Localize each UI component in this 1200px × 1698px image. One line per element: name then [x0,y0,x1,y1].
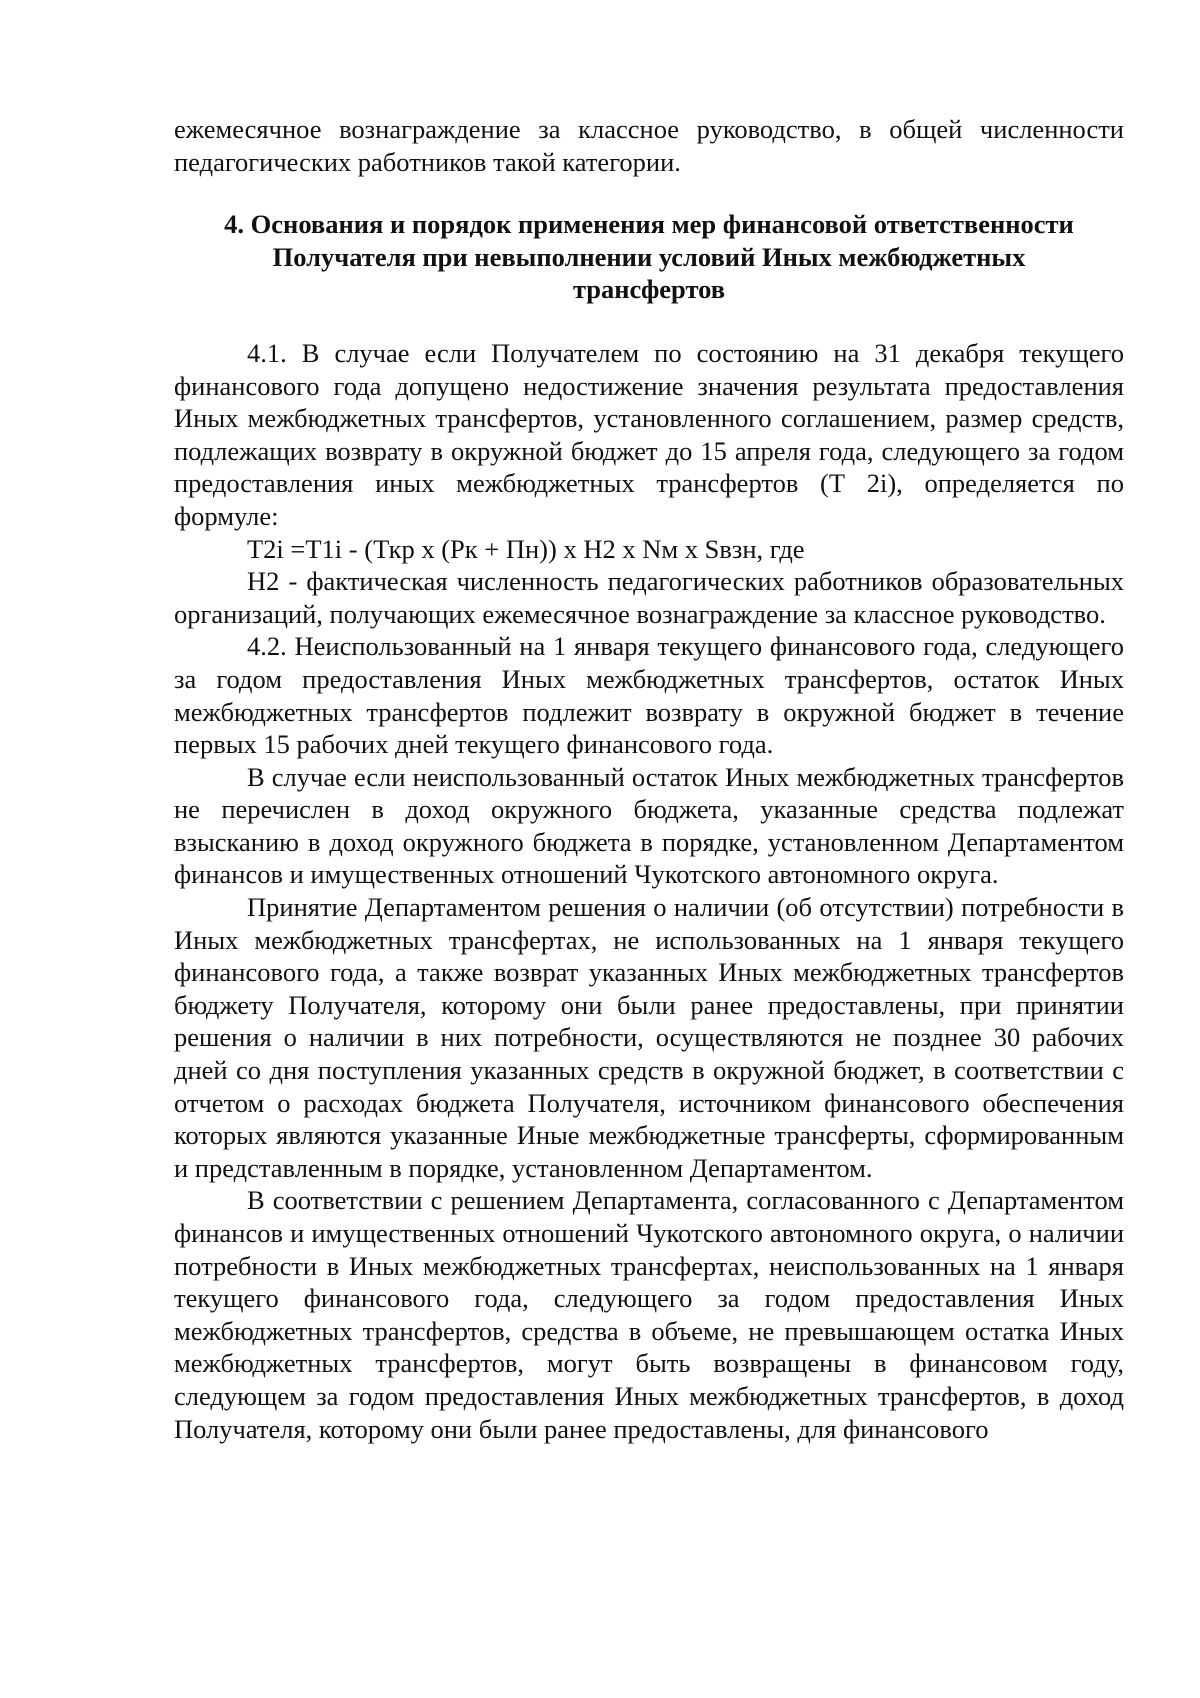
paragraph-return-funds: В соответствии с решением Департамента, согласованного с Департаментом финансов и имущественных отношений Чукотского автономного округа, о наличии потребности в Иных межбюджетных трансфертах, неиспользованных на 1 января текущего финансового года, следующего за годом предоставления Иных межбюджетных трансфертов, средства в объеме, не превышающем остатка Иных межбюджетных трансфертов, могут быть возвращены в финансовом году, следующем за годом предоставления Иных межбюджетных трансфертов, в доход Получателя, которому они были ранее предоставлены, для финансового [174,1185,1124,1444]
paragraph-4-2: 4.2. Неиспользованный на 1 января текущего финансового года, следующего за годом предоставления Иных межбюджетных трансфертов, остаток Иных межбюджетных трансфертов подлежит возврату в окружной бюджет в течение первых 15 рабочих дней текущего финансового года. [174,631,1124,760]
paragraph-recovery: В случае если неиспользованный остаток Иных межбюджетных трансфертов не перечислен в доход окружного бюджета, указанные средства подлежат взысканию в доход окружного бюджета в порядке, установленном Департаментом финансов и имущественных отношений Чукотского автономного округа. [174,761,1124,890]
formula-line: Т2i =Т1i - (Ткр х (Рк + Пн)) х Н2 х Nм х Sвзн, где [247,533,805,564]
document-page [174,113,1124,1445]
intro-paragraph: ежемесячное вознаграждение за классное руководство, в общей численности педагогических работников такой категории. [174,114,1124,177]
paragraph-4-1: 4.1. В случае если Получателем по состоянию на 31 декабря текущего финансового года допущено недостижение значения результата предоставления Иных межбюджетных трансфертов, установленного соглашением, размер средств, подлежащих возврату в окружной бюджет до 15 апреля года, следующего за годом предоставления иных межбюджетных трансфертов (Т 2i), определяется по формуле: [174,337,1124,531]
paragraph-h2-definition: Н2 - фактическая численность педагогических работников образовательных организаций, получающих ежемесячное вознаграждение за классное руководство. [174,566,1124,629]
section-heading: 4. Основания и порядок применения мер финансовой ответственности Получателя при невыполнении условий Иных межбюджетных трансфертов [224,209,1074,305]
paragraph-department-decision: Принятие Департаментом решения о наличии (об отсутствии) потребности в Иных межбюджетных трансфертах, не использованных на 1 января текущего финансового года, а также возврат указанных Иных межбюджетных трансфертов бюджету Получателя, которому они были ранее предоставлены, при принятии решения о наличии в них потребности, осуществляются не позднее 30 рабочих дней со дня поступления указанных средств в окружной бюджет, в соответствии с отчетом о расходах бюджета Получателя, источником финансового обеспечения которых являются указанные Иные межбюджетные трансферты, сформированным и представленным в порядке, установленном Департаментом. [174,892,1124,1183]
